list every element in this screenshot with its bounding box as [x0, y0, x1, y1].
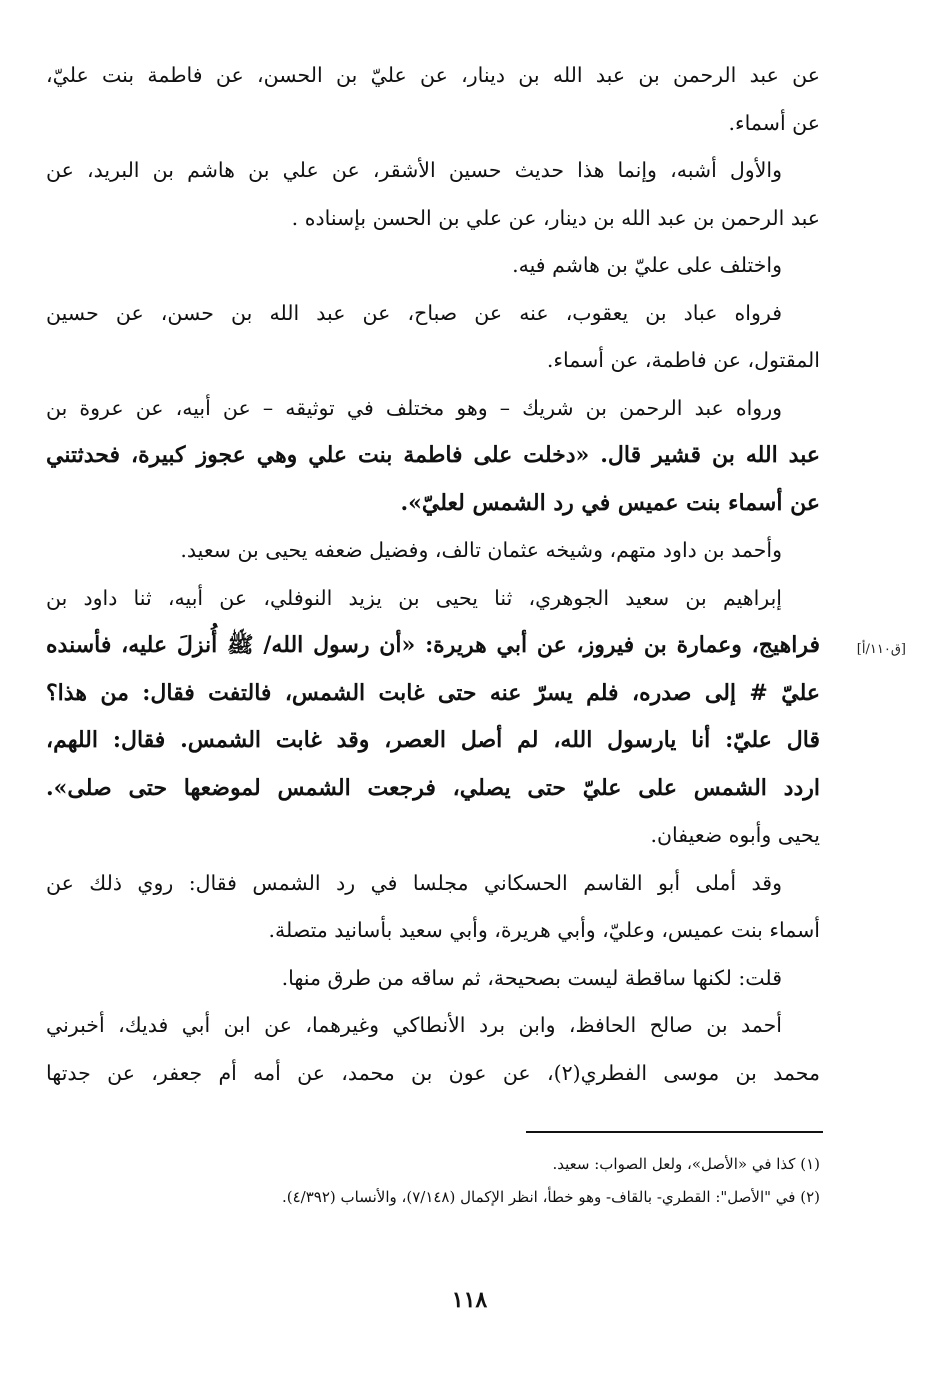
text-line: يحيى وأبوه ضعيفان. — [650, 823, 820, 847]
text-line: المقتول، عن فاطمة، عن أسماء. — [546, 348, 820, 372]
text-line: عبد الله بن قشير قال. «دخلت على فاطمة بنت علي وهي عجوز كبيرة، فحدثتني — [46, 442, 820, 468]
footnote: (١) كذا في «الأصل»، ولعل الصواب: سعيد. — [552, 1155, 820, 1173]
text-line: فرواه عباد بن يعقوب، عنه عن صباح، عن عبد الله بن حسن، عن حسين — [46, 300, 782, 325]
text-line: أحمد بن صالح الحافظ، وابن برد الأنطاكي وغيرهما، عن ابن أبي فديك، أخبرني — [46, 1013, 782, 1037]
footnote-separator — [526, 1131, 823, 1133]
text-line: فراهيج، وعمارة بن فيروز، عن أبي هريرة: «أن رسول الله/ ﷺ أُنزلَ عليه، فأسنده — [46, 632, 820, 658]
text-line: عن أسماء. — [728, 110, 820, 135]
text-line: أسماء بنت عميس، وعليّ، وأبي هريرة، وأبي سعيد بأسانيد متصلة. — [268, 918, 820, 942]
text-line: عبد الرحمن بن عبد الله بن دينار، عن علي بن الحسن بإسناده . — [291, 205, 820, 230]
text-line: عن عبد الرحمن بن عبد الله بن دينار، عن عليّ بن الحسن، عن فاطمة بنت عليّ، — [46, 63, 820, 87]
text-line: قال عليّ: أنا يارسول الله، لم أصل العصر، وقد غابت الشمس. فقال: اللهم، — [46, 727, 820, 753]
text-line: عليّ # إلى صدره، فلم يسرّ عنه حتى غابت الشمس، فالتفت فقال: من هذا؟ — [46, 679, 820, 706]
footnote: (٢) في "الأصل": القطري- بالقاف- وهو خطأ، انظر الإكمال (٧/١٤٨)، والأنساب (٤/٣٩٢). — [282, 1188, 820, 1206]
text-line: عن أسماء بنت عميس في رد الشمس لعليّ». — [400, 489, 820, 516]
main-text — [46, 52, 820, 1097]
footnotes — [46, 1148, 820, 1214]
text-line: إبراهيم بن سعيد الجوهري، ثنا يحيى بن يزيد النوفلي، عن أبيه، ثنا داود بن — [46, 585, 782, 610]
text-line: واختلف على عليّ بن هاشم فيه. — [512, 253, 782, 277]
text-line: قلت: لكنها ساقطة ليست بصحيحة، ثم ساقه من طرق منها. — [281, 965, 782, 990]
text-line: وقد أملى أبو القاسم الحسكاني مجلسا في رد الشمس فقال: روي ذلك عن — [46, 870, 782, 895]
text-line: اردد الشمس على عليّ حتى يصلي، فرجعت الشمس لموضعها حتى صلى». — [46, 774, 820, 801]
text-line: ورواه عبد الرحمن بن شريك – وهو مختلف في توثيقه – عن أبيه، عن عروة بن — [46, 395, 782, 420]
text-line: وأحمد بن داود متهم، وشيخه عثمان تالف، وفضيل ضعفه يحيى بن سعيد. — [180, 538, 782, 562]
page-number: ١١٨ — [451, 1287, 488, 1313]
text-line: والأول أشبه، وإنما هذا حديث حسين الأشقر، عن علي بن هاشم بن البريد، عن — [46, 158, 782, 182]
text-line: محمد بن موسى الفطري(٢)، عن عون بن محمد، عن أمه أم جعفر، عن جدتها — [46, 1060, 820, 1085]
manuscript-folio-note: [ق١١٠/أ] — [856, 642, 906, 657]
